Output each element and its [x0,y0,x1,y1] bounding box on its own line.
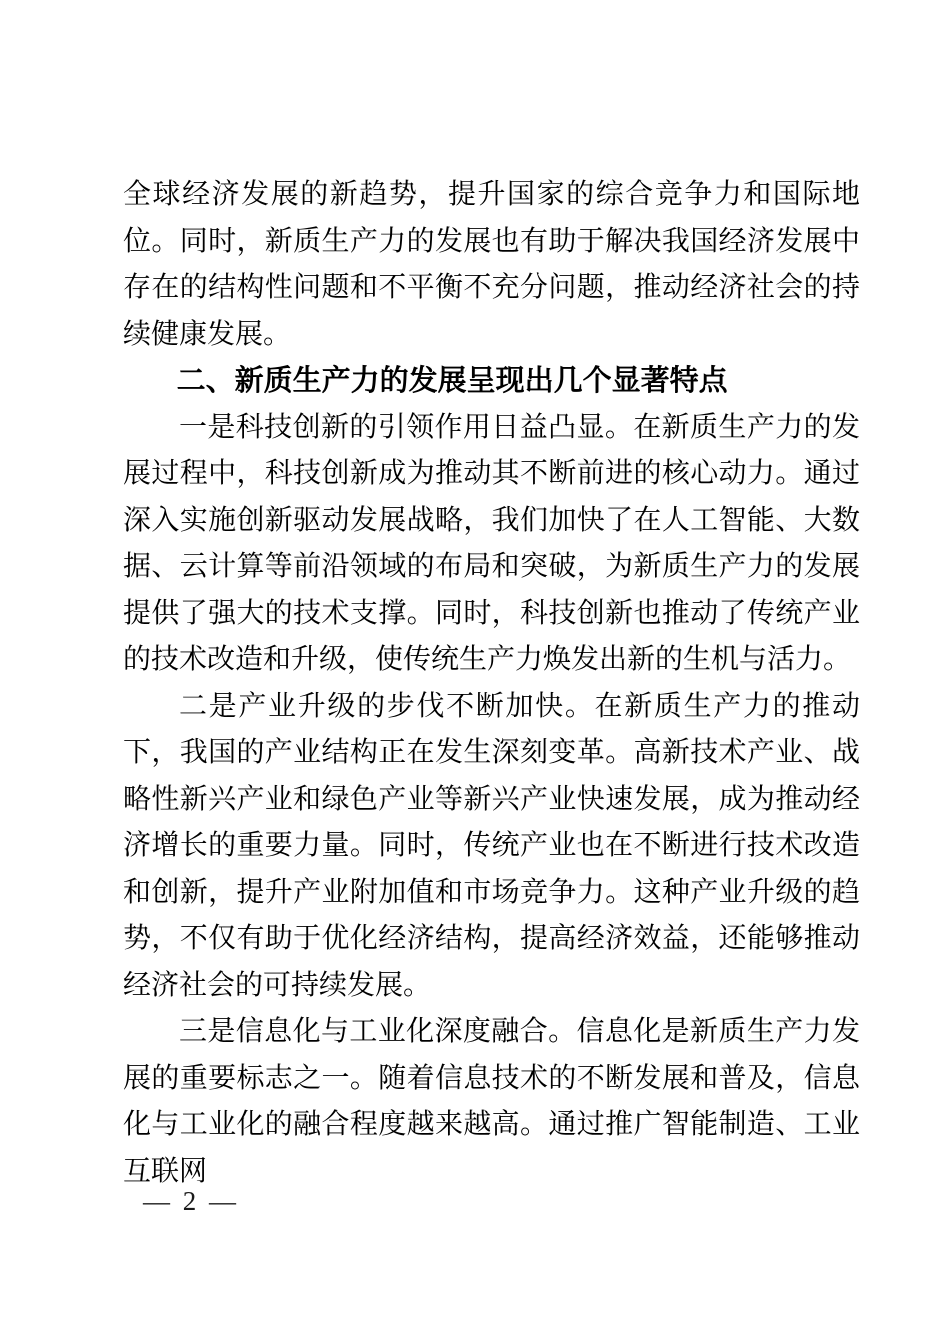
page-number: — 2 — [143,1186,239,1216]
paragraph-continuation: 全球经济发展的新趋势，提升国家的综合竞争力和国际地位。同时，新质生产力的发展也有助于解决我国经济发展中存在的结构性问题和不平衡不充分问题，推动经济社会的持续健康发展。 [123,179,860,350]
paragraph-point-2: 二是产业升级的步伐不断加快。在新质生产力的推动下，我国的产业结构正在发生深刻变革。高新技术产业、战略性新兴产业和绿色产业等新兴产业快速发展，成为推动经济增长的重要力量。同时，传统产业也在不断进行技术改造和创新，提升产业附加值和市场竞争力。这种产业升级的趋势，不仅有助于优化经济结构，提高经济效益，还能够推动经济社会的可持续发展。 [123,690,860,1001]
paragraph-point-3: 三是信息化与工业化深度融合。信息化是新质生产力发展的重要标志之一。随着信息技术的不断发展和普及，信息化与工业化的融合程度越来越高。通过推广智能制造、工业互联网 [123,1016,860,1187]
section-heading: 二、新质生产力的发展呈现出几个显著特点 [176,365,728,397]
document-text-block [123,172,860,1195]
paragraph-point-1: 一是科技创新的引领作用日益凸显。在新质生产力的发展过程中，科技创新成为推动其不断前进的核心动力。通过深入实施创新驱动发展战略，我们加快了在人工智能、大数据、云计算等前沿领域的布局和突破，为新质生产力的发展提供了强大的技术支撑。同时，科技创新也推动了传统产业的技术改造和升级，使传统生产力焕发出新的生机与活力。 [123,411,860,675]
